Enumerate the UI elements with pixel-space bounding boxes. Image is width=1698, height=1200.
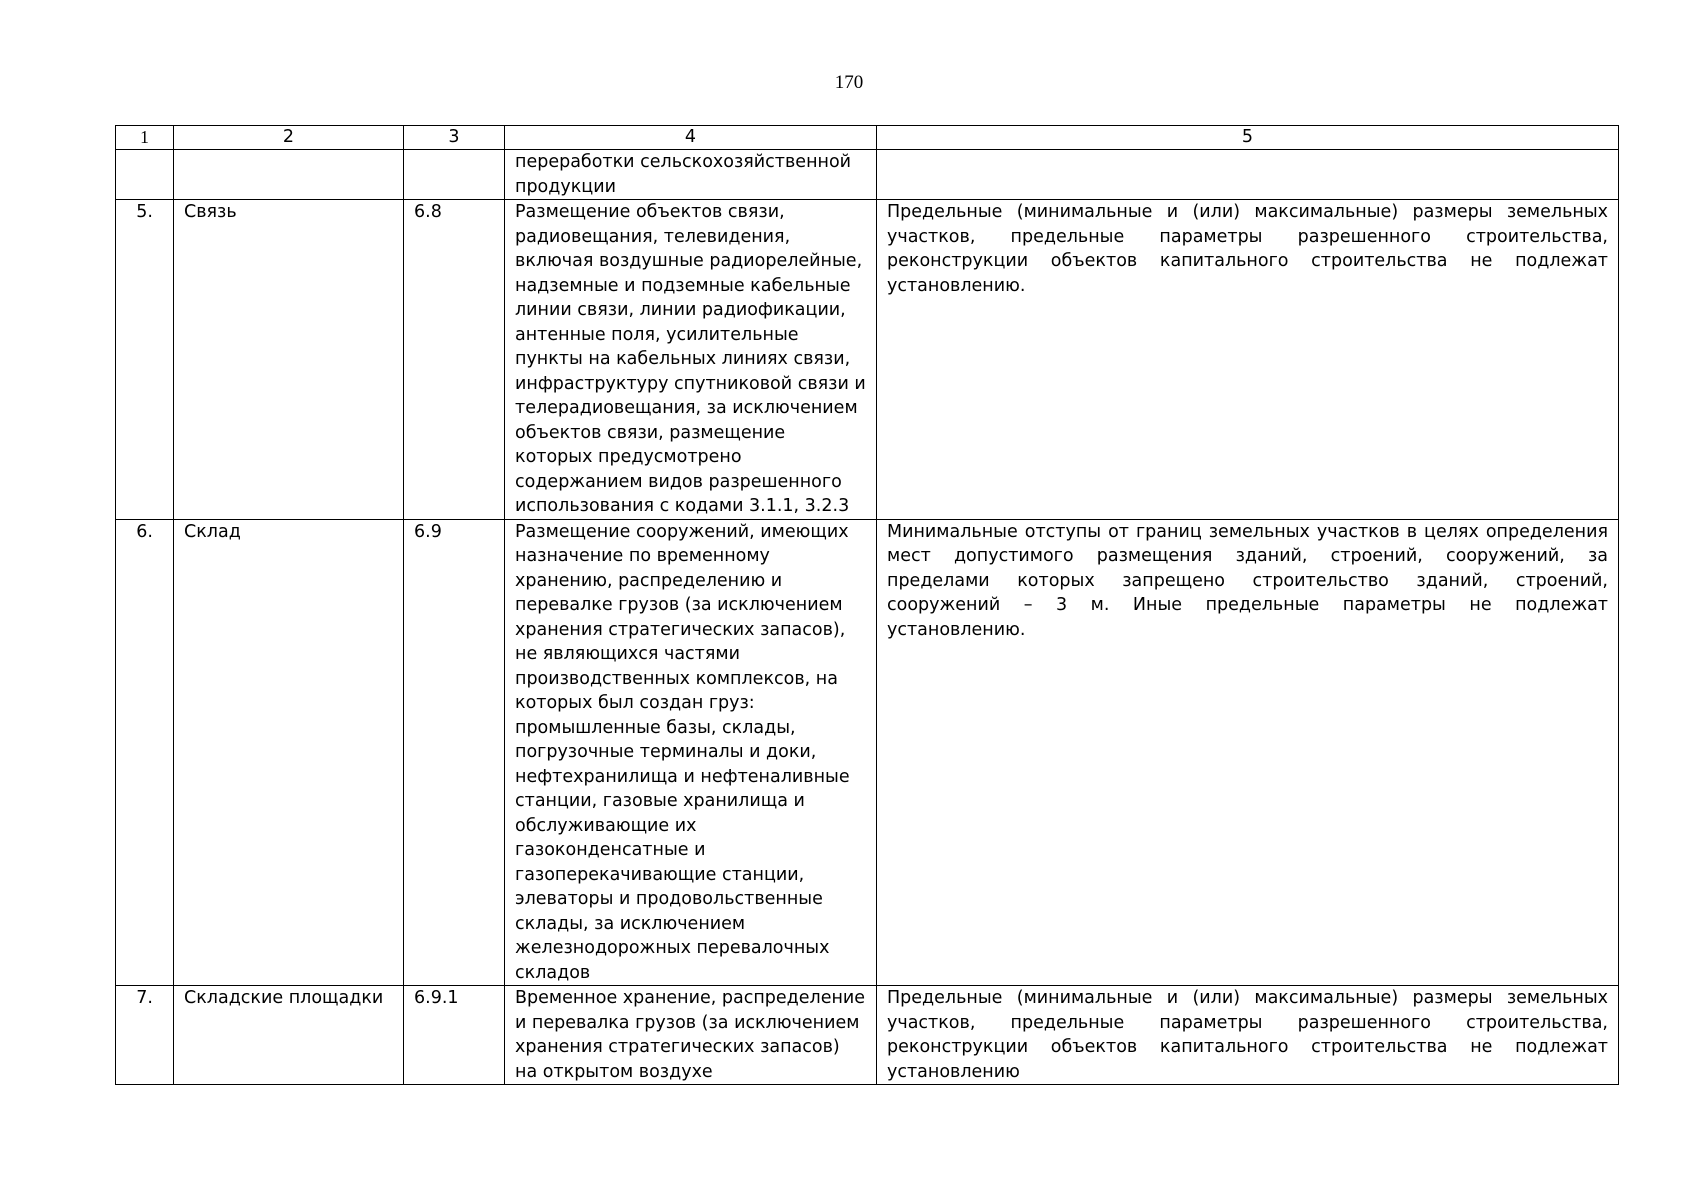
row-number: 7. [116, 986, 174, 1085]
row-name: Связь [174, 200, 404, 520]
row-parameters: Минимальные отступы от границ земельных участков в целях определения мест допустимого размещения зданий, строений, сооружений, за пределами которых запрещено строительство зданий, строений, сооружений – 3 м. Иные предельные параметры не подлежат установлению. [877, 519, 1619, 986]
row-description: Размещение объектов связи, радиовещания, телевидения, включая воздушные радиорелейные, надземные и подземные кабельные линии связи, линии радиофикации, антенные поля, усилительные пункты на кабельных линиях связи, инфраструктуру спутниковой связи и телерадиовещания, за исключением объектов связи, размещение которых предусмотрено содержанием видов разрешенного использования с кодами 3.1.1, 3.2.3 [505, 200, 877, 520]
table-row [116, 519, 1619, 986]
table-row [116, 150, 1619, 200]
header-cell-1: 1 [116, 126, 174, 150]
row-code: 6.9.1 [404, 986, 505, 1085]
row-description: Размещение сооружений, имеющих назначение по временному хранению, распределению и перевалке грузов (за исключением хранения стратегических запасов), не являющихся частями производственных комплексов, на которых был создан груз: промышленные базы, склады, погрузочные терминалы и доки, нефтехранилища и нефтеналивные станции, газовые хранилища и обслуживающие их газоконденсатные и газоперекачивающие станции, элеваторы и продовольственные склады, за исключением железнодорожных перевалочных складов [505, 519, 877, 986]
header-cell-2: 2 [174, 126, 404, 150]
row-parameters: Предельные (минимальные и (или) максимальные) размеры земельных участков, предельные параметры разрешенного строительства, реконструкции объектов капитального строительства не подлежат установлению. [877, 200, 1619, 520]
row-parameters [877, 150, 1619, 200]
header-cell-3: 3 [404, 126, 505, 150]
row-name [174, 150, 404, 200]
row-description: переработки сельскохозяйственной продукции [505, 150, 877, 200]
row-number: 5. [116, 200, 174, 520]
row-parameters: Предельные (минимальные и (или) максимальные) размеры земельных участков, предельные параметры разрешенного строительства, реконструкции объектов капитального строительства не подлежат установлению [877, 986, 1619, 1085]
row-code: 6.9 [404, 519, 505, 986]
header-row [116, 126, 1619, 150]
table-row [116, 200, 1619, 520]
land-use-table [115, 125, 1619, 1085]
row-description: Временное хранение, распределение и перевалка грузов (за исключением хранения стратегических запасов) на открытом воздухе [505, 986, 877, 1085]
row-number: 6. [116, 519, 174, 986]
row-name: Склад [174, 519, 404, 986]
row-code: 6.8 [404, 200, 505, 520]
page-number: 170 [834, 72, 864, 93]
table-row [116, 986, 1619, 1085]
row-number [116, 150, 174, 200]
header-cell-4: 4 [505, 126, 877, 150]
row-name: Складские площадки [174, 986, 404, 1085]
header-cell-5: 5 [877, 126, 1619, 150]
row-code [404, 150, 505, 200]
